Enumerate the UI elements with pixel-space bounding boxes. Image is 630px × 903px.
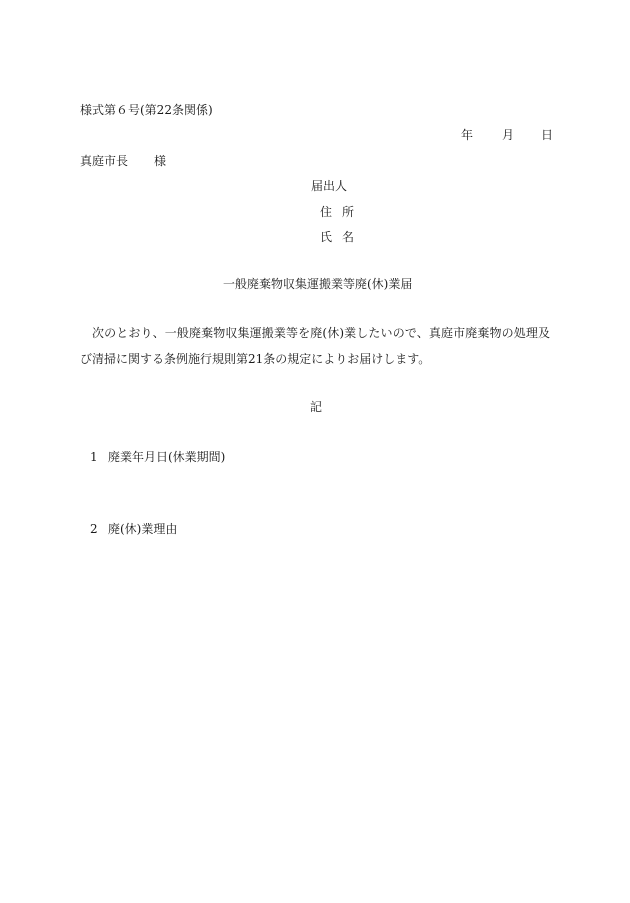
body-paragraph: 次のとおり、一般廃棄物収集運搬業等を廃(休)業したいので、真庭市廃棄物の処理及び清掃に関する条例施行規則第21条の規定によりお届けします。 <box>80 326 550 366</box>
addressee-honorific: 様 <box>154 154 167 168</box>
date-year-label: 年 <box>461 128 474 142</box>
list-item <box>90 450 225 464</box>
list-item <box>90 522 177 536</box>
addressee-office: 真庭市長 <box>80 154 129 168</box>
name-label: 氏名 <box>320 230 365 244</box>
applicant-heading: 届出人 <box>311 179 348 193</box>
item-label: 廃(休)業理由 <box>108 522 178 536</box>
item-label: 廃業年月日(休業期間) <box>108 450 226 464</box>
item-number: 2 <box>90 522 98 536</box>
address-label: 住所 <box>320 205 365 219</box>
form-number: 様式第６号(第22条関係) <box>80 103 213 117</box>
date-day-label: 日 <box>541 128 554 142</box>
item-number: 1 <box>90 450 98 464</box>
ki-heading: 記 <box>310 400 323 414</box>
document-title: 一般廃棄物収集運搬業等廃(休)業届 <box>223 277 413 291</box>
date-month-label: 月 <box>502 128 515 142</box>
